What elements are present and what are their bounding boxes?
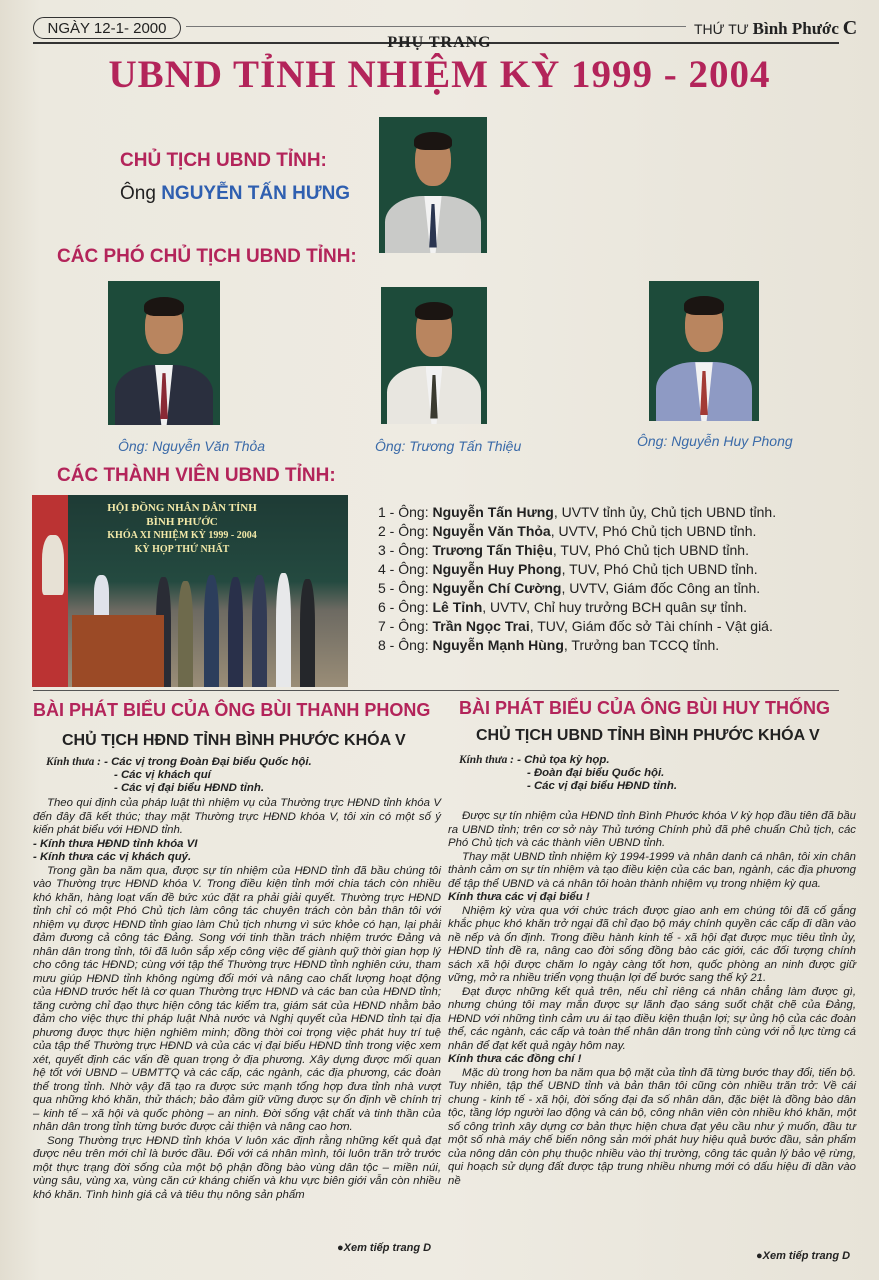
right-paragraph-1: Được sự tín nhiệm của HĐND tỉnh Bình Phước khóa V kỳ họp đầu tiên đã bầu ra UBND tỉnh; trên cơ sở này Thủ tướng Chính phủ đã phê chuẩn Chủ tịch, các Phó Chủ tịch và các thành viên UBND tỉnh. <box>448 810 856 849</box>
right-salutation-1: Kính thưa các vị đại biểu ! <box>448 891 590 903</box>
member-row-8: 8 - Ông: Nguyễn Mạnh Hùng, Trưởng ban TCCQ tỉnh. <box>378 637 720 653</box>
chairman-prefix: Ông <box>120 183 156 204</box>
left-article-body <box>33 797 441 1202</box>
chairman-heading: CHỦ TỊCH UBND TỈNH: <box>120 150 327 171</box>
right-paragraph-5: Mặc dù trong hơn ba năm qua bộ mặt của tỉnh đã từng bước thay đổi, tiến bộ. Tuy nhiên, tập thể UBND tỉnh và bản thân tôi cũng còn nhiều trăn trở: Về cái chung - kinh tế - xã hội, đời sống đại đa số nhân dân, đặc biệt là đồng bào dân tộc, tầng lớp người lao động và cán bộ, công nhân viên còn nhiều khó khăn, một số công trình xây dựng cơ bản thực hiện chưa đạt yêu cầu như ý muốn, đầu tư một số nhà máy chế biến nông sản mới phát huy hiệu quả bước đầu, sản phẩm của nông dân còn phụ thuộc nhiều vào thị trường, công tác quản lý bảo vệ rừng, qui hoạch sử dụng đất được tập trung nhiều nhưng mới có dấu hiệu đi dần vào nề <box>448 1066 856 1187</box>
right-article-subtitle: CHỦ TỊCH UBND TỈNH BÌNH PHƯỚC KHÓA V <box>476 727 820 744</box>
left-article-subtitle: CHỦ TỊCH HĐND TỈNH BÌNH PHƯỚC KHÓA V <box>62 732 406 749</box>
chairman-photo <box>379 117 487 253</box>
left-continued: ●Xem tiếp trang D <box>337 1242 432 1254</box>
left-salutation-1: - Kính thưa HĐND tỉnh khóa VI <box>33 837 198 850</box>
left-salutation-2: - Kính thưa các vị khách quý. <box>33 851 192 863</box>
banner-line-1: HỘI ĐỒNG NHÂN DÂN TỈNH BÌNH PHƯỚC <box>107 502 257 528</box>
member-row-2: 2 - Ông: Nguyễn Văn Thỏa, UVTV, Phó Chủ tịch UBND tỉnh. <box>378 523 757 539</box>
chairman-line <box>120 183 350 205</box>
member-row-1: 1 - Ông: Nguyễn Tấn Hưng, UVTV tỉnh ủy, Chủ tịch UBND tỉnh. <box>378 504 777 520</box>
section-label: PHỤ TRANG <box>387 34 492 51</box>
page-letter: C <box>842 17 858 39</box>
member-row-3: 3 - Ông: Trương Tấn Thiệu, TUV, Phó Chủ tịch UBND tỉnh. <box>378 542 749 558</box>
right-paragraph-4: Đạt được những kết quả trên, nếu chỉ riêng cá nhân chẳng làm được gì, nhưng chúng tôi may mắn được sự lãnh đạo sáng suốt chặt chẽ của Đảng, HĐND với những tình cảm ưu ái tạo điều kiện thuận lợi; sự ủng hộ của các đoàn thể, các ngành, các cấp và toàn thể nhân dân trong tỉnh cùng với nỗ lực từng cá nhân để đạt kết quả ngày hôm nay. <box>448 985 856 1052</box>
member-row-6: 6 - Ông: Lê Tỉnh, UVTV, Chỉ huy trưởng BCH quân sự tỉnh. <box>378 599 747 615</box>
left-paragraph-1: Theo qui định của pháp luật thì nhiệm vụ của Thường trực HĐND tỉnh khóa V đến đây đã kết thúc; thay mặt Thường trực HĐND khóa V, tôi xin có một số ý kiến phát biểu với HĐND tỉnh. <box>33 797 441 836</box>
event-banner <box>92 501 272 553</box>
vice-chair-caption-2: Ông: Trương Tấn Thiệu <box>375 438 522 454</box>
page-title: UBND TỈNH NHIỆM KỲ 1999 - 2004 <box>108 53 771 96</box>
council-session-photo <box>32 495 348 687</box>
right-salutation-2: Kính thưa các đồng chí ! <box>448 1053 582 1065</box>
members-list <box>378 503 776 655</box>
section-divider <box>33 690 839 691</box>
vice-chair-photo-3 <box>649 281 759 421</box>
member-row-4: 4 - Ông: Nguyễn Huy Phong, TUV, Phó Chủ tịch UBND tỉnh. <box>378 561 758 577</box>
right-continued: ●Xem tiếp trang D <box>756 1250 851 1262</box>
banner-line-2: KHÓA XI NHIỆM KỲ 1999 - 2004 <box>107 530 257 541</box>
member-row-7: 7 - Ông: Trần Ngọc Trai, TUV, Giám đốc sở Tài chính - Vật giá. <box>378 618 773 634</box>
left-greeting: Kính thưa : - Các vị trong Đoàn Đại biểu Quốc hội. - Các vị khách quí - Các vị đại biểu HĐND tỉnh. <box>46 756 312 794</box>
edition-prefix: THỨ TƯ <box>694 21 749 37</box>
vice-chair-photo-1 <box>108 281 220 425</box>
right-greeting: Kính thưa : - Chủ tọa kỳ họp. - Đoàn đại biểu Quốc hội. - Các vị đại biểu HĐND tỉnh. <box>459 754 677 792</box>
issue-date: NGÀY 12-1- 2000 <box>33 17 181 39</box>
left-paragraph-2: Trong gần ba năm qua, được sự tín nhiệm của HĐND tỉnh đã bầu chúng tôi vào Thường trực HĐND khóa V. Trong điều kiện tỉnh mới chia tách còn nhiều khó khăn, hàng loạt vấn đề bức xúc đặt ra phải giải quyết. Thường trực HĐND tỉnh chỉ có một Phó Chủ tịch làm công tác chuyên trách còn bản thân tôi với nhiệm vụ được HĐND tỉnh giao làm Chủ tịch nhưng vì sức khỏe có hạn, lại phải đảm đương cả công tác Đảng. Song với tinh thần trách nhiệm trước Đảng và nhân dân trong tỉnh, tôi đã luôn sắp xếp công việc để giành quỹ thời gian hợp lý cho công tác HĐND; cùng với tập thể Thường trực HĐND tỉnh nghiên cứu, tham mưu giúp HĐND tỉnh không ngừng đổi mới và nâng cao chất lượng hoạt động của HĐND trước hết là cơ quan Thường trực HĐND và các ban của HĐND tỉnh; tăng cường chỉ đạo thực hiện công tác kiểm tra, giám sát của HĐND nhằm bảo đảm cho việc thực thi pháp luật Nhà nước và Nghị quyết của HĐND tỉnh tại địa phương được thực hiện nghiêm minh; đồng thời coi trọng việc phát huy trí tuệ của tập thể Thường trực HĐND và của các vị đại biểu HĐND tỉnh trong việc xem xét, quyết định các vấn đề quan trọng ở địa phương. Xây dựng được mối quan hệ tốt với UBND – UBMTTQ và các cấp, các ngành, các địa phương, các đoàn thể trong tỉnh. Nhờ vậy đã tạo ra được sức mạnh tổng hợp đưa tỉnh nhà vượt qua những khó khăn, thử thách; bảo đảm giữ vững được sự ổn định về chính trị – kinh tế – xã hội và quốc phòng – an ninh. Đời sống vật chất và tinh thần của nhân dân trong tỉnh từng bước được cải thiện và nâng cao hơn. <box>33 864 441 1133</box>
right-article-title: BÀI PHÁT BIỂU CỦA ÔNG BÙI HUY THỐNG <box>459 698 831 718</box>
vice-chairs-heading: CÁC PHÓ CHỦ TỊCH UBND TỈNH: <box>57 246 357 267</box>
right-article-body <box>448 810 856 1188</box>
header-line <box>186 26 686 27</box>
vice-chair-photo-2 <box>381 287 487 424</box>
members-heading: CÁC THÀNH VIÊN UBND TỈNH: <box>57 465 336 486</box>
right-paragraph-2: Thay mặt UBND tỉnh nhiệm kỳ 1994-1999 và nhân danh cá nhân, tôi xin chân thành cảm ơn sự tín nhiệm và tạo điều kiện của các ban, ngành, các địa phương để tập thể UBND và cá nhân tôi hoàn thành nhiệm vụ trong nhiệm kỳ qua. <box>448 850 856 890</box>
right-paragraph-3: Nhiệm kỳ vừa qua với chức trách được giao anh em chúng tôi đã cố gắng khắc phục khó khăn trở ngại đã chỉ đạo bộ máy chính quyền các cấp đi dần vào nề nếp và ổn định. Trong điều hành kinh tế - xã hội đạt được mục tiêu tỉnh ủy, HĐND tỉnh đề ra, nâng cao đời sống đồng bào các giới, các đối tượng chính sách xã hội được chăm lo ngày càng tốt hơn, quốc phòng an ninh được giữ vững, mở ra nhiều triển vọng thuận lợi để bước sang thế kỷ 21. <box>448 904 856 984</box>
member-row-5: 5 - Ông: Nguyễn Chí Cường, UVTV, Giám đốc Công an tỉnh. <box>378 580 761 596</box>
chairman-name: NGUYỄN TẤN HƯNG <box>161 183 351 204</box>
vice-chair-caption-3: Ông: Nguyễn Huy Phong <box>637 433 793 449</box>
paper-name: Bình Phước <box>752 19 839 38</box>
left-paragraph-3: Song Thường trực HĐND tỉnh khóa V luôn xác định rằng những kết quả đạt được nêu trên mới chỉ là bước đầu. Đối với cá nhân mình, tôi luôn trăn trở trước một thực trạng đời sống của một bộ phận đồng bào vùng dân tộc – miền núi, vùng sâu, vùng xa, vùng căn cứ kháng chiến và khu vực biên giới vẫn còn nhiều khó khăn. Tình hình giá cả và tiêu thụ nông sản phẩm <box>33 1134 441 1201</box>
banner-line-3: KỲ HỌP THỨ NHẤT <box>134 544 230 555</box>
vice-chair-caption-1: Ông: Nguyễn Văn Thỏa <box>118 438 266 454</box>
left-article-title: BÀI PHÁT BIỂU CỦA ÔNG BÙI THANH PHONG <box>33 700 431 720</box>
